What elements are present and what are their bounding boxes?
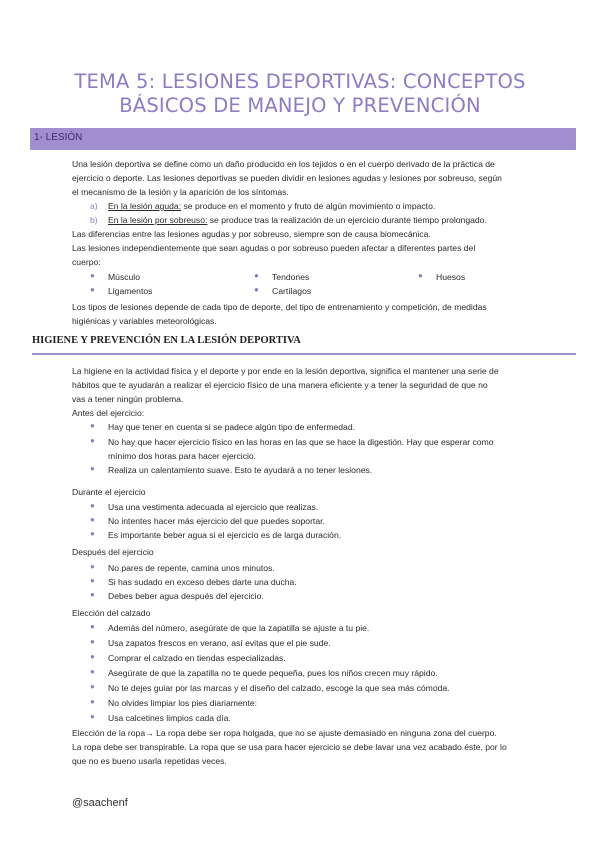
- list-item: [108, 199, 435, 213]
- bullet-icon: ●: [90, 637, 95, 646]
- paragraph-line: hábitos que te ayudarán a realizar el ejercicio físico de una manera eficiente y a tener la seguridad de que no: [72, 380, 488, 390]
- title-line-2: BÁSICOS DE MANEJO Y PREVENCIÓN: [119, 94, 481, 117]
- list-item: Debes beber agua después del ejercicio.: [108, 591, 264, 601]
- title-line-1: TEMA 5: LESIONES DEPORTIVAS: CONCEPTOS: [74, 70, 526, 93]
- section-heading-lesion: 1- LESIÓN: [34, 132, 83, 143]
- bullet-icon: ●: [90, 529, 95, 538]
- list-item: Realiza un calentamiento suave. Esto te ayudará a no tener lesiones.: [108, 465, 373, 475]
- paragraph-line: ejercicio o deporte. Las lesiones deportivas se pueden dividir en lesiones agudas y lesiones por sobreuso, según: [72, 173, 502, 183]
- lesion-type-text: se produce tras la realización de un ejercicio durante tiempo prolongado.: [207, 215, 487, 225]
- author-handle: @saachenf: [72, 797, 128, 809]
- list-item: Es importante beber agua si el ejercicio es de larga duración.: [108, 530, 342, 540]
- bullet-icon: ●: [90, 562, 95, 571]
- paragraph-line: Las lesiones independientemente que sean agudas o por sobreuso pueden afectar a diferentes partes del: [72, 243, 476, 253]
- page-title: [60, 70, 540, 118]
- bullet-icon: ●: [90, 501, 95, 510]
- bullet-icon: ●: [90, 622, 95, 631]
- subheading: Durante el ejercicio: [72, 487, 146, 497]
- bullet-icon: ●: [90, 515, 95, 524]
- list-item: Huesos: [436, 272, 466, 282]
- bullet-icon: ●: [90, 652, 95, 661]
- list-item: Tendones: [272, 272, 310, 282]
- list-item: Si has sudado en exceso debes darte una ducha.: [108, 577, 297, 587]
- bullet-icon: ●: [254, 271, 259, 280]
- bullet-icon: ●: [90, 667, 95, 676]
- list-item: Asegúrate de que la zapatilla no te quede pequeña, pues los niños crecen muy rápido.: [108, 668, 438, 678]
- paragraph-line: higiénicas y variables meteorológicas.: [72, 316, 217, 326]
- section-heading-bar: [30, 128, 576, 150]
- list-item: Usa zapatos frescos en verano, así evitas que el pie sude.: [108, 638, 331, 648]
- subheading: Antes del ejercicio:: [72, 408, 145, 418]
- list-item: Músculo: [108, 272, 140, 282]
- list-item: Usa calcetines limpios cada día.: [108, 713, 231, 723]
- subheading: Después del ejercicio: [72, 547, 154, 557]
- paragraph-line: vas a tener ningún problema.: [72, 394, 184, 404]
- bullet-icon: ●: [90, 682, 95, 691]
- bullet-icon: ●: [90, 712, 95, 721]
- subheading: Elección del calzado: [72, 608, 151, 618]
- bullet-icon: ●: [418, 271, 423, 280]
- list-item: Ligamentos: [108, 286, 153, 296]
- bullet-icon: ●: [90, 590, 95, 599]
- list-item: Cartílagos: [272, 286, 312, 296]
- bullet-icon: ●: [90, 576, 95, 585]
- list-item: No olvides limpiar los pies diariamente:: [108, 698, 258, 708]
- bullet-icon: ●: [90, 285, 95, 294]
- list-item: No pares de repente, camina unos minutos.: [108, 563, 275, 573]
- list-marker: b): [90, 215, 98, 225]
- list-item: No te dejes guiar por las marcas y el diseño del calzado, escoge la que sea más cómoda.: [108, 683, 450, 693]
- list-item: Comprar el calzado en tiendas especializadas.: [108, 653, 286, 663]
- list-item: No hay que hacer ejercicio físico en las horas en las que se hace la digestión. Hay que esperar como: [108, 437, 494, 447]
- list-marker: a): [90, 201, 98, 211]
- paragraph-line: cuerpo:: [72, 257, 101, 267]
- list-item: Hay que tener en cuenta si se padece algún tipo de enfermedad.: [108, 422, 356, 432]
- paragraph-line: La higiene en la actividad física y el deporte y por ende en la lesión deportiva, significa el mantener una serie de: [72, 366, 499, 376]
- list-item-continuation: mínimo dos horas para hacer ejercicio.: [108, 451, 257, 461]
- bullet-icon: ●: [90, 464, 95, 473]
- paragraph-line: que no es bueno usarla repetidas veces.: [72, 756, 227, 766]
- bullet-icon: ●: [254, 285, 259, 294]
- section-heading-higiene: HIGIENE Y PREVENCIÓN EN LA LESIÓN DEPORTIVA: [32, 335, 301, 346]
- paragraph-line: el mecanismo de la lesión y la aparición de los síntomas.: [72, 187, 289, 197]
- lesion-type-label: En la lesión aguda:: [108, 201, 182, 211]
- section-divider: [32, 353, 576, 355]
- lesion-type-label: En la lesión por sobreuso:: [108, 215, 208, 225]
- bullet-icon: ●: [90, 697, 95, 706]
- bullet-icon: ●: [90, 436, 95, 445]
- paragraph-line: Una lesión deportiva se define como un daño producido en los tejidos o en el cuerpo derivado de la práctica de: [72, 159, 495, 169]
- paragraph-line: Las diferencias entre las lesiones agudas y por sobreuso, siempre son de causa biomecánica.: [72, 229, 431, 239]
- paragraph-line: La ropa debe ser transpirable. La ropa que se usa para hacer ejercicio se debe lavar una vez acabado éste, por lo: [72, 742, 507, 752]
- lesion-type-text: se produce en el momento y fruto de algún movimiento o impacto.: [181, 201, 436, 211]
- bullet-icon: ●: [90, 421, 95, 430]
- paragraph-line: Elección de la ropa→ La ropa debe ser ropa holgada, que no se ajuste demasiado en ninguna zona del cuerpo.: [72, 728, 497, 738]
- list-item: Usa una vestimenta adecuada al ejercicio que realizas.: [108, 502, 319, 512]
- list-item: No intentes hacer más ejercicio del que puedes soportar.: [108, 516, 325, 526]
- list-item: [108, 213, 487, 227]
- bullet-icon: ●: [90, 271, 95, 280]
- paragraph-line: Los tipos de lesiones depende de cada tipo de deporte, del tipo de entrenamiento y competición, de medidas: [72, 302, 487, 312]
- list-item: Además del número, asegúrate de que la zapatilla se ajuste a tu pie.: [108, 623, 370, 633]
